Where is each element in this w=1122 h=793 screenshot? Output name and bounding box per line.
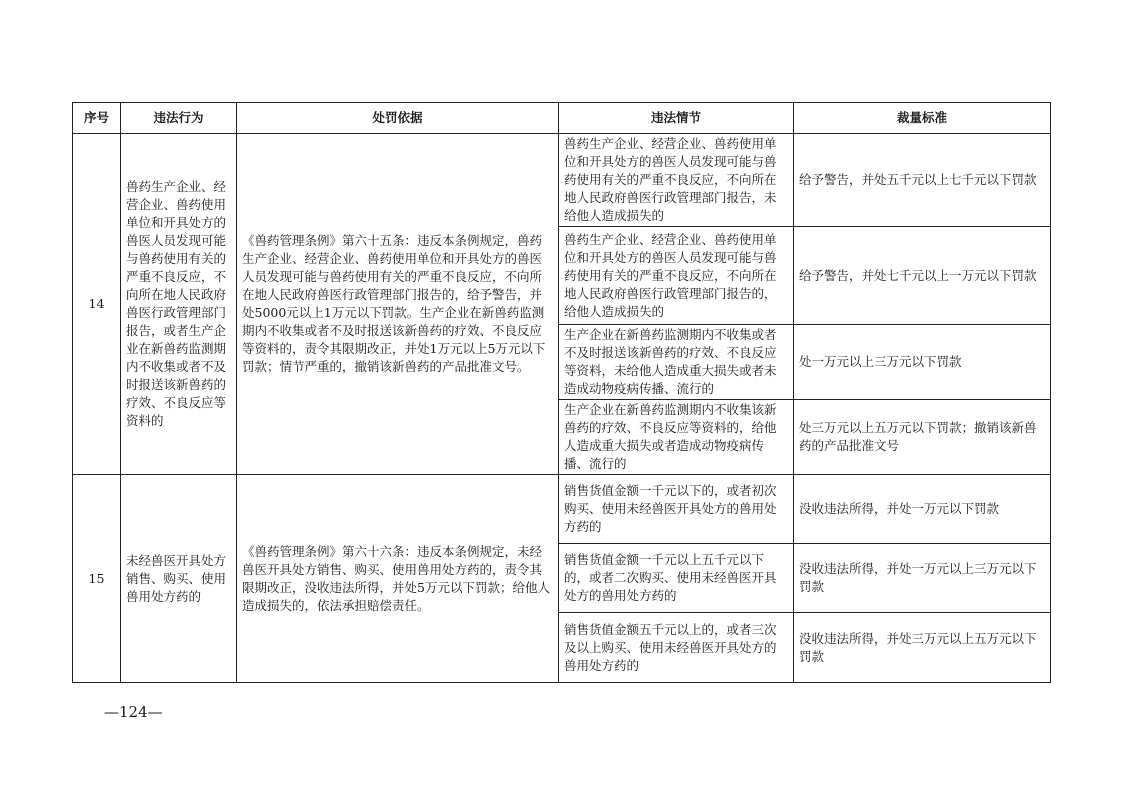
row-seq: 14: [73, 134, 121, 475]
header-basis: 处罚依据: [237, 103, 559, 134]
header-row: [73, 103, 1051, 134]
row-standard: 给予警告，并处七千元以上一万元以下罚款: [794, 227, 1051, 325]
row-violation: 未经兽医开具处方销售、购买、使用兽用处方药的: [121, 475, 237, 683]
row-circumstance: 销售货值金额一千元以上五千元以下的，或者二次购买、使用未经兽医开具处方的兽用处方药的: [559, 544, 794, 613]
row-standard: 没收违法所得，并处一万元以下罚款: [794, 475, 1051, 544]
page-number: —124—: [104, 703, 163, 721]
header-circumstance: 违法情节: [559, 103, 794, 134]
row-standard: 处三万元以上五万元以下罚款；撤销该新兽药的产品批准文号: [794, 400, 1051, 475]
table-row: [73, 134, 1051, 227]
row-circumstance: 销售货值金额五千元以上的，或者三次及以上购买、使用未经兽医开具处方的兽用处方药的: [559, 613, 794, 683]
row-circumstance: 兽药生产企业、经营企业、兽药使用单位和开具处方的兽医人员发现可能与兽药使用有关的严重不良反应，不向所在地人民政府兽医行政管理部门报告的，给他人造成损失的: [559, 227, 794, 325]
row-circumstance: 生产企业在新兽药监测期内不收集该新兽药的疗效、不良反应等资料的，给他人造成重大损失或者造成动物疫病传播、流行的: [559, 400, 794, 475]
row-basis: 《兽药管理条例》第六十五条：违反本条例规定，兽药生产企业、经营企业、兽药使用单位和开具处方的兽医人员发现可能与兽药使用有关的严重不良反应，不向所在地人民政府兽医行政管理部门报告的，给予警告，并处5000元以上1万元以下罚款。生产企业在新兽药监测期内不收集或者不及时报送该新兽药的疗效、不良反应等资料的，责令其限期改正，并处1万元以上5万元以下罚款；情节严重的，撤销该新兽药的产品批准文号。: [237, 134, 559, 475]
row-standard: 处一万元以上三万元以下罚款: [794, 325, 1051, 400]
row-basis: 《兽药管理条例》第六十六条：违反本条例规定，未经兽医开具处方销售、购买、使用兽用处方药的，责令其限期改正，没收违法所得，并处5万元以下罚款；给他人造成损失的，依法承担赔偿责任。: [237, 475, 559, 683]
penalty-table: [72, 102, 1051, 683]
row-standard: 给予警告，并处五千元以上七千元以下罚款: [794, 134, 1051, 227]
table-row: [73, 475, 1051, 544]
row-circumstance: 生产企业在新兽药监测期内不收集或者不及时报送该新兽药的疗效、不良反应等资料，未给他人造成重大损失或者未造成动物疫病传播、流行的: [559, 325, 794, 400]
row-violation: 兽药生产企业、经营企业、兽药使用单位和开具处方的兽医人员发现可能与兽药使用有关的严重不良反应，不向所在地人民政府兽医行政管理部门报告，或者生产企业在新兽药监测期内不收集或者不及时报送该新兽药的疗效、不良反应等资料的: [121, 134, 237, 475]
header-violation: 违法行为: [121, 103, 237, 134]
row-standard: 没收违法所得，并处一万元以上三万元以下罚款: [794, 544, 1051, 613]
row-seq: 15: [73, 475, 121, 683]
row-circumstance: 销售货值金额一千元以下的，或者初次购买、使用未经兽医开具处方的兽用处方药的: [559, 475, 794, 544]
row-standard: 没收违法所得，并处三万元以上五万元以下罚款: [794, 613, 1051, 683]
header-standard: 裁量标准: [794, 103, 1051, 134]
row-circumstance: 兽药生产企业、经营企业、兽药使用单位和开具处方的兽医人员发现可能与兽药使用有关的严重不良反应，不向所在地人民政府兽医行政管理部门报告，未给他人造成损失的: [559, 134, 794, 227]
header-seq: 序号: [73, 103, 121, 134]
